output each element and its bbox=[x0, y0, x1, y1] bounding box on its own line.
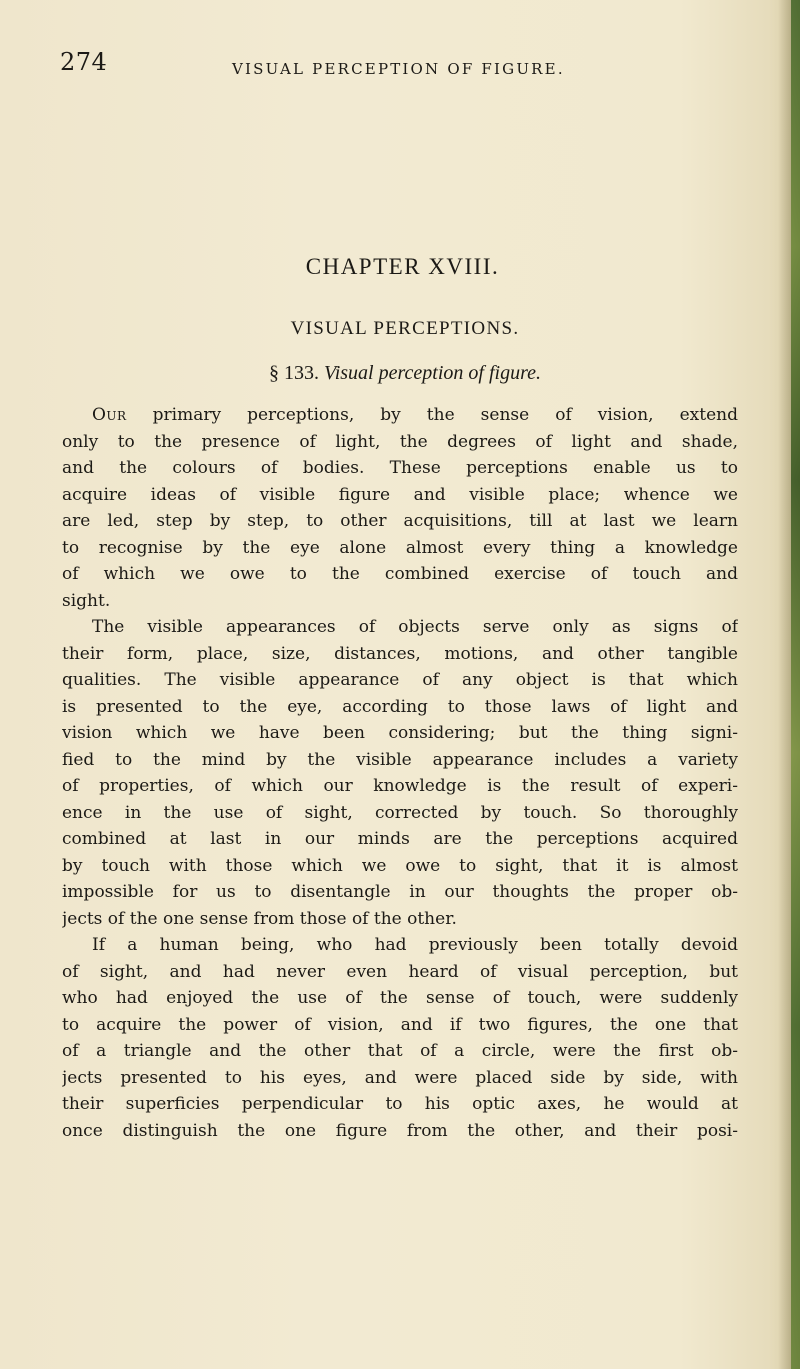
paragraph-line: qualities. The visible appearance of any object is that which bbox=[62, 670, 738, 690]
subsection-heading bbox=[0, 362, 800, 385]
paragraph-line: of a triangle and the other that of a circle, were the first ob- bbox=[62, 1041, 738, 1061]
paragraph-line: is presented to the eye, according to those laws of light and bbox=[62, 696, 738, 717]
paragraph-3 bbox=[62, 932, 738, 1144]
paragraph-line: The visible appearances of objects serve only as signs of bbox=[92, 617, 738, 637]
paragraph-2 bbox=[62, 614, 738, 932]
paragraph-line: to recognise by the eye alone almost every thing a knowledge bbox=[62, 537, 738, 558]
paragraph-line: jects of the one sense from those of the other. bbox=[62, 908, 457, 929]
paragraph-line: once distinguish the one figure from the other, and their posi- bbox=[62, 1120, 738, 1141]
lead-word: Our bbox=[92, 405, 127, 425]
book-cover-edge bbox=[791, 0, 800, 1369]
paragraph-line: combined at last in our minds are the perceptions acquired bbox=[62, 829, 738, 849]
subsection-number: § 133. bbox=[268, 362, 319, 384]
paragraph-line: who had enjoyed the use of the sense of touch, were suddenly bbox=[62, 988, 738, 1008]
paragraph-line: Our primary perceptions, by the sense of vision, extend bbox=[92, 405, 738, 425]
page-number: 274 bbox=[60, 48, 108, 76]
paragraph-line: only to the presence of light, the degrees of light and shade, bbox=[62, 431, 738, 452]
paragraph-line: vision which we have been considering; but the thing signi- bbox=[62, 723, 738, 743]
paragraph-line: impossible for us to disentangle in our thoughts the proper ob- bbox=[62, 882, 738, 902]
paragraph-line: of properties, of which our knowledge is the result of experi- bbox=[62, 776, 738, 796]
paragraph-line: jects presented to his eyes, and were placed side by side, with bbox=[62, 1067, 738, 1088]
body-text bbox=[62, 402, 738, 1144]
paragraph-line: their superficies perpendicular to his optic axes, he would at bbox=[62, 1094, 738, 1114]
paragraph-line: acquire ideas of visible figure and visible place; whence we bbox=[62, 484, 738, 505]
paragraph-1 bbox=[62, 402, 738, 614]
subsection-title: Visual perception of figure. bbox=[323, 362, 541, 384]
paragraph-line: fied to the mind by the visible appearance includes a variety bbox=[62, 749, 738, 770]
paragraph-line: of sight, and had never even heard of visual perception, but bbox=[62, 961, 738, 982]
paragraph-line: their form, place, size, distances, motions, and other tangible bbox=[62, 643, 738, 664]
paragraph-line: ence in the use of sight, corrected by touch. So thoroughly bbox=[62, 802, 738, 823]
paragraph-line: and the colours of bodies. These perceptions enable us to bbox=[62, 458, 738, 478]
paragraph-line: to acquire the power of vision, and if two figures, the one that bbox=[62, 1014, 738, 1035]
paragraph-line: If a human being, who had previously been totally devoid bbox=[92, 935, 738, 955]
paragraph-line: sight. bbox=[62, 590, 111, 611]
paragraph-line: by touch with those which we owe to sight, that it is almost bbox=[62, 855, 738, 876]
section-title: VISUAL PERCEPTIONS. bbox=[290, 318, 520, 339]
paragraph-line: of which we owe to the combined exercise of touch and bbox=[62, 564, 738, 584]
paragraph-line: are led, step by step, to other acquisitions, till at last we learn bbox=[62, 511, 738, 531]
chapter-title: CHAPTER XVIII. bbox=[305, 254, 500, 279]
running-head: VISUAL PERCEPTION OF FIGURE. bbox=[232, 60, 565, 78]
